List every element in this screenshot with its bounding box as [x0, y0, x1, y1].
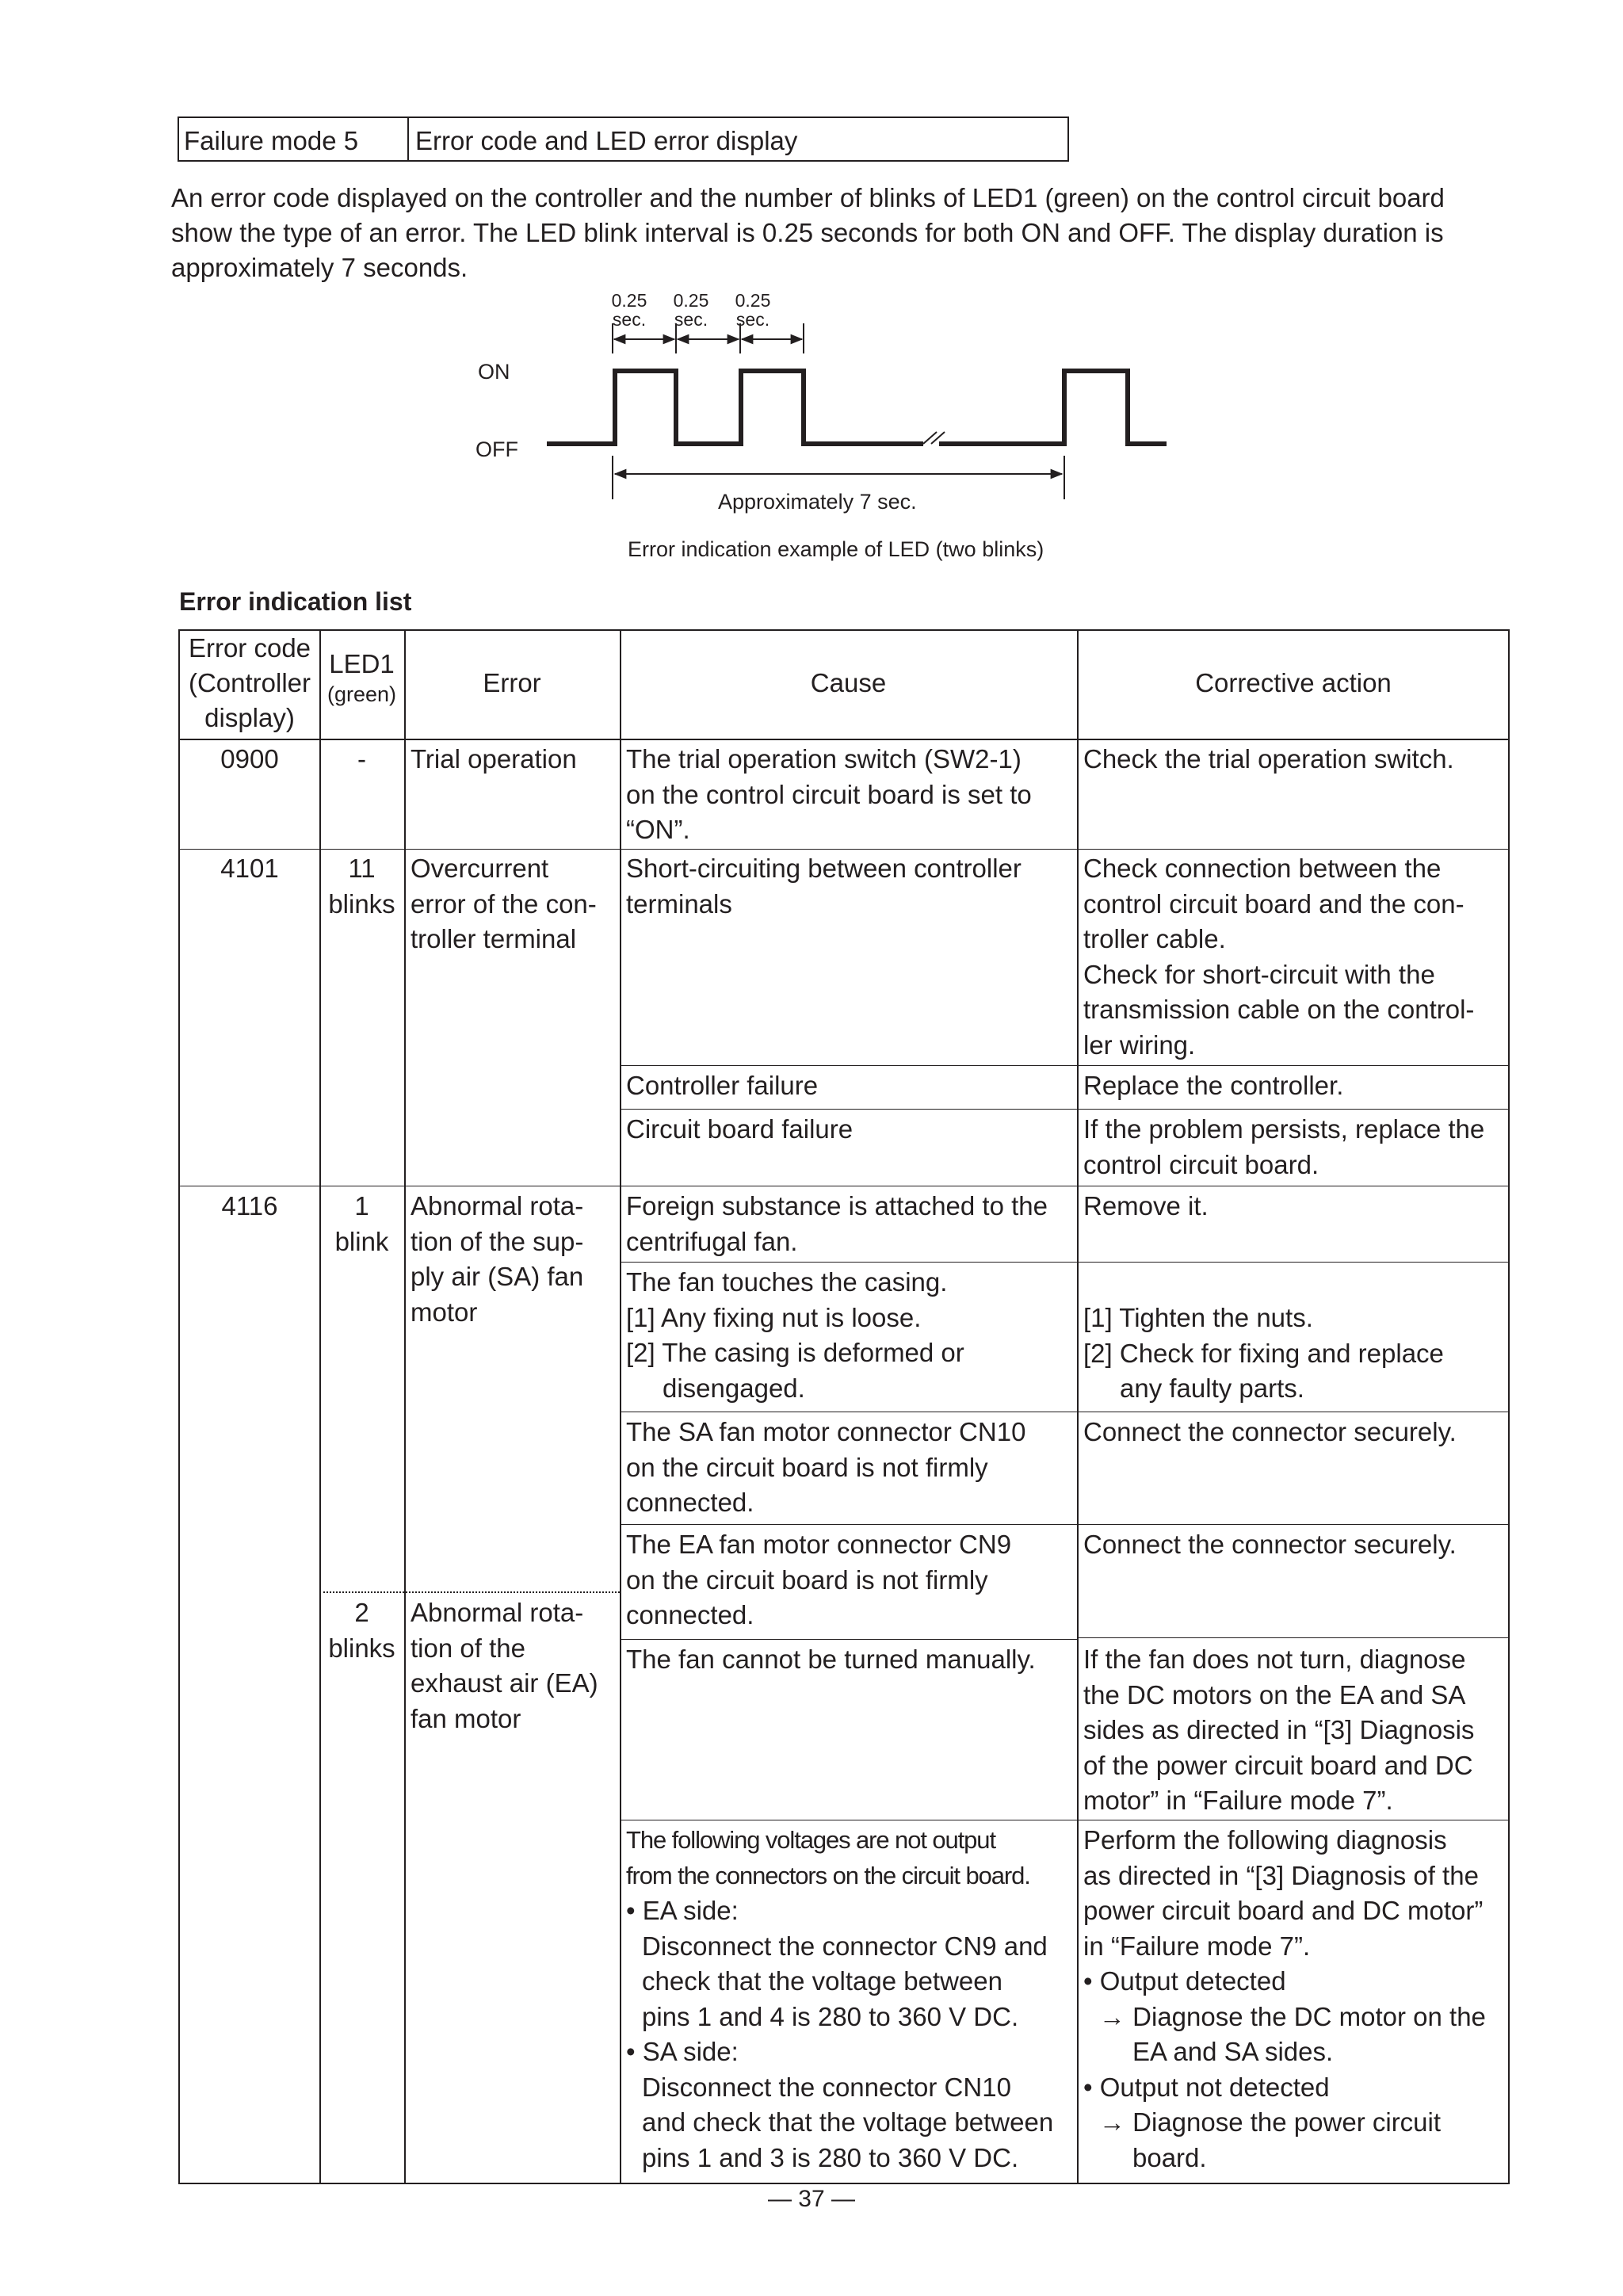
row-4101-led: 11 blinks [328, 854, 395, 919]
row-4101-cause-2: Controller failure [626, 1071, 819, 1100]
row-0900-led: - [357, 744, 366, 774]
row-4116-led-sa: 1 blink [334, 1191, 389, 1256]
header-cause: Cause [810, 668, 887, 697]
interval-markers [613, 323, 804, 353]
row-4101-error: Overcurrent error of the con- troller terminal [411, 854, 597, 953]
row-4116-action-4: Connect the connector securely. [1083, 1530, 1457, 1559]
row-4116-cause-1: Foreign substance is attached to the centrifugal fan. [626, 1191, 1048, 1256]
row-4101-action-3: If the problem persists, replace the control circuit board. [1083, 1114, 1485, 1179]
row-0900-code: 0900 [220, 744, 279, 774]
row-4101-cause-3: Circuit board failure [626, 1114, 854, 1144]
interval-label-2: 0.25 sec. [673, 290, 709, 330]
row-4116-error-ea: Abnormal rota- tion of the exhaust air (EA) fan motor [411, 1598, 598, 1733]
off-label: OFF [475, 437, 518, 461]
header-led1: LED1 (green) [327, 649, 397, 706]
intro-line: show the type of an error. The LED blink interval is 0.25 seconds for both ON and OFF. The display duration is [171, 218, 1444, 247]
row-4101-cause-1: Short-circuiting between controller terminals [626, 854, 1022, 919]
col-divider [404, 631, 406, 2183]
diagram-caption: Error indication example of LED (two blinks) [628, 537, 1044, 561]
row-4116-action-3: Connect the connector securely. [1083, 1417, 1457, 1446]
on-label: ON [478, 360, 510, 384]
row-4116-led-ea: 2 blinks [328, 1598, 395, 1663]
sa-ea-separator [319, 1591, 620, 1593]
row-4116-action-2: [1] Tighten the nuts. [2] Check for fixing and replace any faulty parts. [1083, 1303, 1444, 1403]
row-4116-cause-5: The fan cannot be turned manually. [626, 1645, 1036, 1674]
led-timing-diagram [0, 0, 1623, 555]
col-divider [620, 631, 621, 2183]
row-0900-action: Check the trial operation switch. [1083, 744, 1454, 774]
row-4116-code: 4116 [221, 1191, 278, 1221]
row-4116-action-5: If the fan does not turn, diagnose the DC motors on the EA and SA sides as directed in “[3] Diagnosis of the power circuit board and DC motor” in “Failure mode 7”. [1083, 1645, 1475, 1815]
row-4116-action-6: Perform the following diagnosis as directed in “[3] Diagnosis of the power circuit board and DC motor” in “Failure mode 7”. • Output detected → Diagnose the DC motor on the EA and SA sides. • Output not detected → Diagnose the power circuit board. [1083, 1825, 1486, 2172]
header-corrective-action: Corrective action [1195, 668, 1392, 697]
row-4116-cause-3: The SA fan motor connector CN10 on the circuit board is not firmly connected. [626, 1417, 1026, 1517]
duration-label: Approximately 7 sec. [718, 490, 917, 514]
row-4116-cause-2: The fan touches the casing. [1] Any fixing nut is loose. [2] The casing is deformed or disengaged. [626, 1267, 964, 1403]
col-divider [1077, 631, 1079, 2183]
error-list-title: Error indication list [179, 587, 412, 616]
intro-line: An error code displayed on the controller and the number of blinks of LED1 (green) on the control circuit board [171, 183, 1445, 212]
row-4101-action-1: Check connection between the control circuit board and the con- troller cable. Check for short-circuit with the transmission cable on the control- ler wiring. [1083, 854, 1475, 1060]
header-error-code: Error code (Controller display) [188, 633, 311, 732]
interval-label-1: 0.25 sec. [611, 290, 647, 330]
row-4116-cause-4: The EA fan motor connector CN9 on the circuit board is not firmly connected. [626, 1530, 1012, 1629]
row-4101-code: 4101 [220, 854, 279, 883]
row-4116-error-sa: Abnormal rota- tion of the sup- ply air (SA) fan motor [411, 1191, 584, 1327]
failure-mode-title: Error code and LED error display [415, 126, 798, 155]
row-4101-action-2: Replace the controller. [1083, 1071, 1344, 1100]
intro-line: approximately 7 seconds. [171, 253, 468, 282]
row-0900-cause: The trial operation switch (SW2-1) on the control circuit board is set to “ON”. [626, 744, 1032, 844]
interval-label-3: 0.25 sec. [735, 290, 771, 330]
row-0900-error: Trial operation [411, 744, 577, 774]
led-waveform [547, 371, 923, 444]
row-4116-cause-6: The following voltages are not output from the connectors on the circuit board. • EA side: Disconnect the connector CN9 and check that the voltage between pins 1 and 4 is 280 to 360 V DC. • SA side: Disconnect the connector CN10 and check that the voltage between pins 1 and 3 is 280 to 360 V DC. [626, 1826, 1054, 2172]
page-number: — 37 — [767, 2186, 856, 2212]
header-error: Error [483, 668, 541, 697]
failure-mode-label: Failure mode 5 [179, 118, 409, 160]
error-indication-table [178, 629, 1510, 2184]
row-4116-action-1: Remove it. [1083, 1191, 1209, 1221]
